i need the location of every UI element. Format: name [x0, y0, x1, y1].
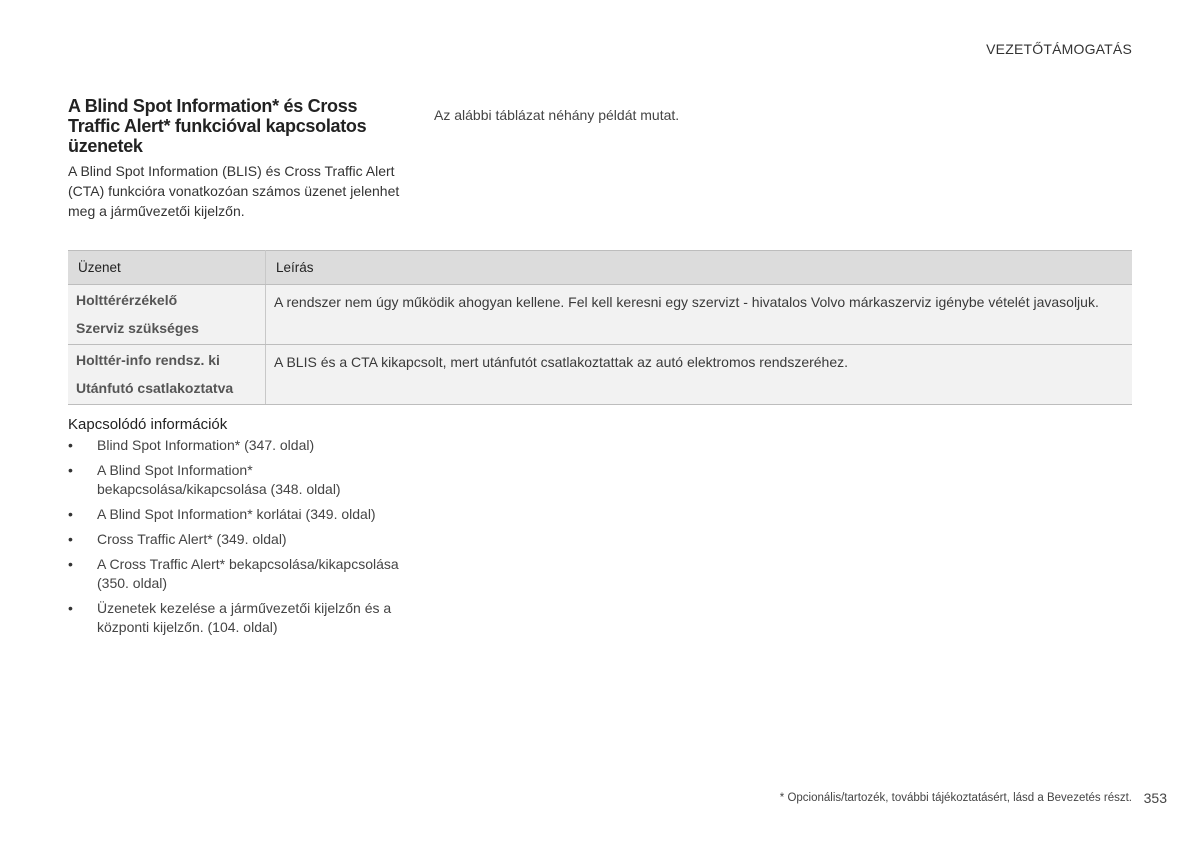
related-link[interactable]: Üzenetek kezelése a járművezetői kijelzőn és a központi kijelzőn. (104. oldal) — [97, 600, 392, 635]
list-item[interactable] — [68, 599, 408, 637]
list-item[interactable] — [68, 436, 408, 455]
message-line: Holttérérzékelő — [76, 292, 178, 308]
table-row — [68, 345, 1132, 405]
page-number: 353 — [1143, 790, 1167, 806]
list-item[interactable] — [68, 555, 408, 593]
footnote: * Opcionális/tartozék, további tájékoztatásért, lásd a Bevezetés részt. — [779, 792, 1132, 804]
bullet-icon: • — [68, 462, 73, 478]
list-item[interactable] — [68, 530, 408, 549]
column-header-message: Üzenet — [68, 251, 266, 285]
related-info-list — [68, 436, 408, 643]
messages-table — [68, 250, 1132, 405]
message-line: Szerviz szükséges — [76, 320, 199, 336]
column-header-description: Leírás — [266, 251, 1133, 285]
bullet-icon: • — [68, 556, 73, 572]
related-link[interactable]: Cross Traffic Alert* (349. oldal) — [97, 531, 287, 547]
message-line: Holttér-info rendsz. ki — [76, 352, 220, 368]
message-line: Utánfutó csatlakoztatva — [76, 380, 234, 396]
bullet-icon: • — [68, 437, 73, 453]
section-title: A Blind Spot Information* és Cross Traffic Alert* funkcióval kapcsolatos üzenetek — [68, 96, 367, 156]
list-item[interactable] — [68, 505, 408, 524]
related-link[interactable]: A Cross Traffic Alert* bekapcsolása/kikapcsolása (350. oldal) — [97, 556, 399, 591]
related-info-title: Kapcsolódó információk — [68, 416, 228, 433]
related-link[interactable]: A Blind Spot Information* bekapcsolása/kikapcsolása (348. oldal) — [97, 462, 341, 497]
bullet-icon: • — [68, 531, 73, 547]
intro-paragraph: A Blind Spot Information (BLIS) és Cross Traffic Alert (CTA) funkcióra vonatkozóan számos üzenet jelenhet meg a járművezetői kijelzőn. — [68, 163, 400, 219]
table-row — [68, 285, 1132, 345]
list-item[interactable] — [68, 461, 408, 499]
message-cell — [68, 345, 266, 405]
bullet-icon: • — [68, 506, 73, 522]
section-header-label: VEZETŐTÁMOGATÁS — [986, 41, 1132, 57]
bullet-icon: • — [68, 600, 73, 616]
table-intro-text: Az alábbi táblázat néhány példát mutat. — [434, 107, 680, 123]
related-link[interactable]: Blind Spot Information* (347. oldal) — [97, 437, 315, 453]
description-cell: A rendszer nem úgy működik ahogyan kellene. Fel kell keresni egy szervizt - hivatalos Volvo márkaszerviz igénybe vételét javasoljuk. — [266, 285, 1133, 345]
table-header-row — [68, 251, 1132, 285]
description-cell: A BLIS és a CTA kikapcsolt, mert utánfutót csatlakoztattak az autó elektromos rendszeréhez. — [266, 345, 1133, 405]
message-cell — [68, 285, 266, 345]
related-link[interactable]: A Blind Spot Information* korlátai (349. oldal) — [97, 506, 376, 522]
